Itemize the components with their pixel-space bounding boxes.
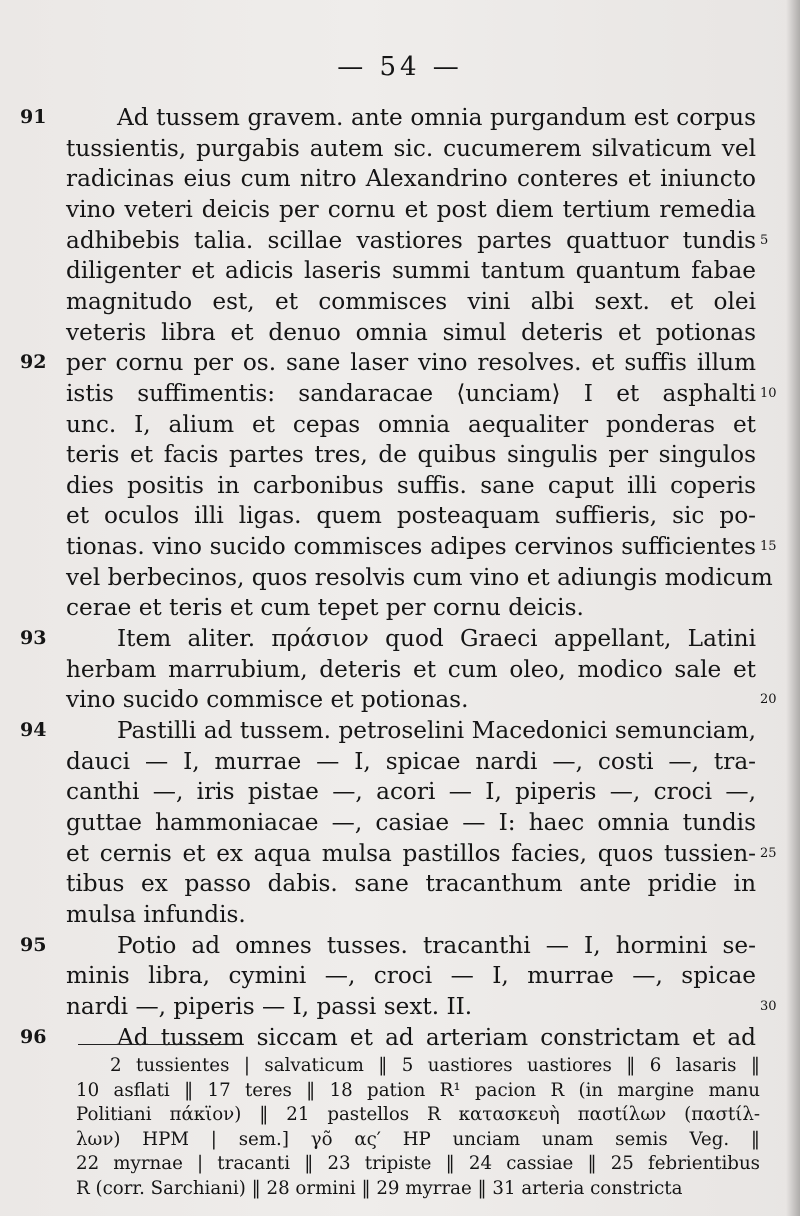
footnote-line: 22 myrnae | tracanti ‖ 23 tripiste ‖ 24 cassiae ‖ 25 febrientibus [76, 1153, 760, 1174]
line-number: 5 [760, 232, 769, 248]
text-line: Pastilli ad tussem. petroselini Macedonici semunciam, [117, 717, 756, 744]
text-line: Ad tussem gravem. ante omnia purgandum est corpus [117, 104, 756, 131]
section-number: 91 [20, 106, 47, 128]
text-line: radicinas eius cum nitro Alexandrino conteres et iniuncto [66, 165, 756, 193]
text-line: magnitudo est, et commisces vini albi sext. et olei [66, 287, 756, 315]
text-line: unc. I, alium et cepas omnia aequaliter ponderas et [66, 410, 756, 438]
section-number: 93 [20, 627, 47, 650]
section-number: 95 [20, 933, 47, 956]
footnote-rule [78, 1044, 238, 1045]
footnote-line: Politiani πάκϊον) ‖ 21 pastellos R κατασκευὴ πασtίλων (πασtίλ- [76, 1104, 760, 1125]
text-line: tionas. vino sucido commisces adipes cervinos sufficientes [66, 533, 756, 561]
text-line: veteris libra et denuo omnia simul deteris et potionas [66, 318, 756, 346]
text-line: Potio ad omnes tusses. tracanthi — I, hormini se- [117, 931, 756, 959]
text-line: mulsa infundis. [66, 900, 246, 928]
section-number: 96 [20, 1025, 47, 1048]
text-line: tussientis, purgabis autem sic. cucumerem silvaticum vel [66, 134, 756, 162]
text-line: adhibebis talia. scillae vastiores partes quattuor tundis [66, 226, 756, 254]
section-number: 92 [20, 351, 47, 374]
text-line: Ad tussem siccam et ad arteriam constrictam et ad [117, 1023, 756, 1051]
line-number: 25 [760, 845, 777, 861]
footnote-line: R (corr. Sarchiani) ‖ 28 ormini ‖ 29 myrrae ‖ 31 arteria constricta [76, 1177, 683, 1199]
text-line: dies positis in carbonibus suffis. sane caput illi coperis [66, 471, 756, 499]
text-line: vino veteri deicis per cornu et post diem tertium remedia [66, 195, 756, 223]
section-number: 94 [20, 719, 47, 741]
line-number: 30 [760, 998, 777, 1014]
text-line: diligenter et adicis laseris summi tantum quantum fabae [66, 257, 756, 285]
line-number: 15 [760, 539, 777, 555]
line-number: 10 [760, 385, 777, 401]
text-line: dauci — I, murrae — I, spicae nardi —, costi —, tra- [66, 747, 756, 775]
text-line: per cornu per os. sane laser vino resolves. et suffis illum [66, 349, 756, 377]
footnote-line: 2 tussientes | salvaticum ‖ 5 uastiores uastiores ‖ 6 lasaris ‖ [110, 1055, 760, 1076]
text-line: teris et facis partes tres, de quibus singulis per singulos [66, 441, 756, 469]
line-number: 20 [760, 692, 777, 708]
footnote-line: 10 asflati ‖ 17 teres ‖ 18 pation R¹ pacion R (in margine manu [76, 1079, 760, 1101]
text-line: Item aliter. πράσιον quod Graeci appellant, Latini [117, 625, 756, 653]
text-line: minis libra, cymini —, croci — I, murrae —, spicae [66, 962, 756, 990]
text-line: nardi —, piperis — I, passi sext. II. [66, 992, 473, 1020]
text-line: herbam marrubium, deteris et cum oleo, modico sale et [66, 655, 756, 683]
footnote-line: λων) HPM | sem.] γõ ας′ HP unciam unam semis Veg. ‖ [76, 1128, 760, 1150]
text-line: istis suffimentis: sandaracae ⟨unciam⟩ I et asphalti [66, 379, 756, 407]
text-line: et oculos illi ligas. quem posteaquam suffieris, sic po- [66, 502, 756, 530]
text-line: canthi —, iris pistae —, acori — I, piperis —, croci —, [66, 778, 756, 806]
text-line: vino sucido commisce et potionas. [66, 686, 469, 714]
text-line: guttae hammoniacae —, casiae — I: haec omnia tundis [66, 808, 756, 836]
text-line: vel berbecinos, quos resolvis cum vino et adiungis modicum [66, 563, 773, 591]
text-line: cerae et teris et cum tepet per cornu deicis. [66, 594, 584, 622]
page-edge-shadow [786, 0, 800, 1216]
page-header: — 54 — [337, 52, 463, 82]
text-line: et cernis et ex aqua mulsa pastillos facies, quos tussien- [66, 839, 756, 867]
text-line: tibus ex passo dabis. sane tracanthum ante pridie in [66, 870, 756, 898]
